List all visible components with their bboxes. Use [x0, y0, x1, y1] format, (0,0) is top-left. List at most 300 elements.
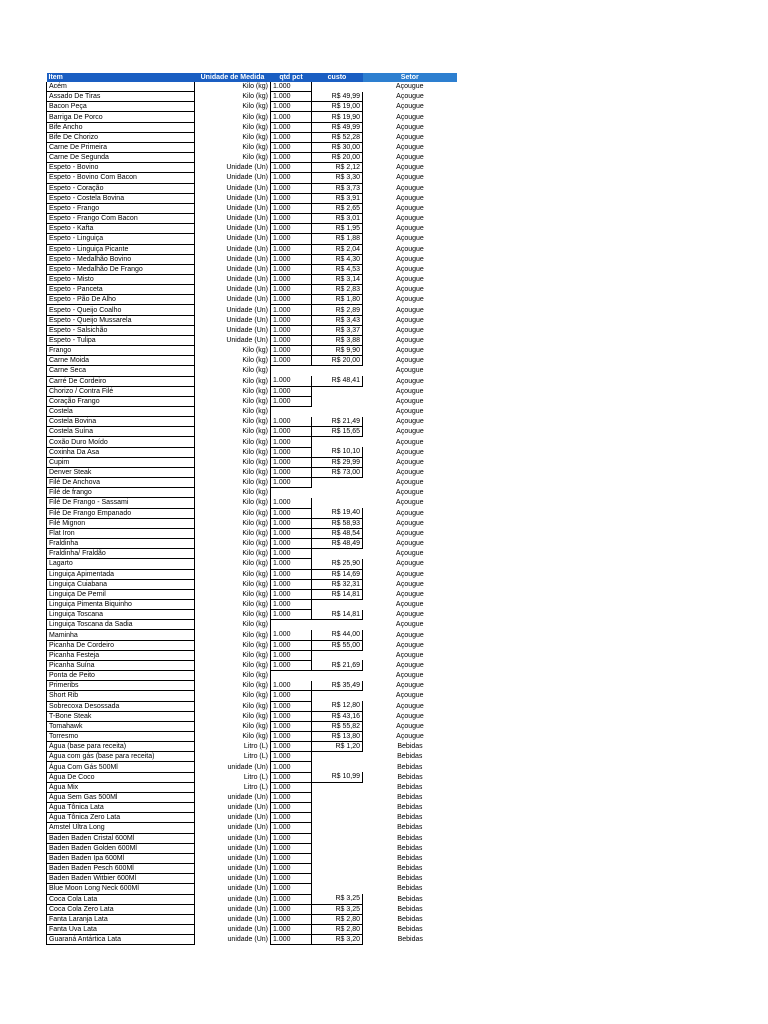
cell-setor[interactable]: Açougue	[396, 712, 424, 720]
cell-unidade[interactable]: Kilo (kg)	[242, 590, 268, 598]
cell-qtd[interactable]: 1.000	[271, 539, 312, 549]
cell-custo[interactable]: R$ 48,49	[312, 539, 363, 549]
cell-unidade[interactable]: unidade (Un)	[227, 824, 268, 832]
cell-setor[interactable]: Açougue	[396, 611, 424, 619]
cell-unidade[interactable]: unidade (Un)	[227, 865, 268, 873]
cell-qtd[interactable]: 1.000	[271, 122, 312, 132]
cell-unidade[interactable]: Kilo (kg)	[242, 692, 268, 700]
cell-qtd[interactable]: 1.000	[271, 234, 312, 244]
cell-item[interactable]: Espeto - Salsichão	[47, 325, 195, 335]
cell-unidade[interactable]: unidade (Un)	[227, 915, 268, 923]
cell-setor[interactable]: Açougue	[396, 245, 424, 253]
cell-item[interactable]: Tomahawk	[47, 721, 195, 731]
cell-qtd[interactable]: 1.000	[271, 691, 312, 701]
cell-setor[interactable]: Açougue	[396, 103, 424, 111]
cell-custo[interactable]	[312, 874, 363, 884]
header-setor[interactable]: Setor	[363, 73, 458, 82]
cell-setor[interactable]: Bebidas	[397, 824, 423, 832]
cell-qtd[interactable]: 1.000	[271, 498, 312, 508]
cell-unidade[interactable]: unidade (Un)	[227, 834, 268, 842]
cell-setor[interactable]: Açougue	[396, 306, 424, 314]
cell-setor[interactable]: Açougue	[396, 540, 424, 548]
cell-qtd[interactable]: 1.000	[271, 874, 312, 884]
cell-unidade[interactable]: Kilo (kg)	[242, 509, 268, 517]
cell-custo[interactable]: R$ 3,30	[312, 173, 363, 183]
cell-custo[interactable]: R$ 3,91	[312, 193, 363, 203]
cell-qtd[interactable]: 1.000	[271, 935, 312, 945]
cell-qtd[interactable]: 1.000	[271, 274, 312, 284]
cell-qtd[interactable]: 1.000	[271, 82, 312, 92]
cell-qtd[interactable]	[271, 671, 312, 681]
cell-item[interactable]: Sobrecoxa Desossada	[47, 701, 195, 711]
cell-item[interactable]: Frango	[47, 346, 195, 356]
cell-qtd[interactable]: 1.000	[271, 173, 312, 183]
cell-setor[interactable]: Açougue	[396, 448, 424, 456]
cell-custo[interactable]: R$ 29,99	[312, 457, 363, 467]
cell-unidade[interactable]: Kilo (kg)	[242, 438, 268, 446]
cell-unidade[interactable]: Kilo (kg)	[242, 418, 268, 426]
cell-setor[interactable]: Açougue	[396, 560, 424, 568]
cell-custo[interactable]: R$ 3,43	[312, 315, 363, 325]
cell-unidade[interactable]: Litro (L)	[243, 783, 268, 791]
cell-qtd[interactable]: 1.000	[271, 569, 312, 579]
cell-item[interactable]: Bife De Chorizo	[47, 132, 195, 142]
cell-item[interactable]: Espeto - Medalhão Bovino	[47, 254, 195, 264]
cell-custo[interactable]	[312, 650, 363, 660]
cell-setor[interactable]: Açougue	[396, 641, 424, 649]
cell-custo[interactable]: R$ 32,31	[312, 579, 363, 589]
cell-setor[interactable]: Bebidas	[397, 844, 423, 852]
cell-custo[interactable]: R$ 14,81	[312, 610, 363, 620]
cell-setor[interactable]: Bebidas	[397, 743, 423, 751]
cell-qtd[interactable]: 1.000	[271, 224, 312, 234]
cell-custo[interactable]: R$ 2,80	[312, 924, 363, 934]
cell-setor[interactable]: Açougue	[396, 529, 424, 537]
cell-item[interactable]: Linguiça Cuiabana	[47, 579, 195, 589]
cell-item[interactable]: Coração Frango	[47, 396, 195, 406]
cell-custo[interactable]: R$ 3,73	[312, 183, 363, 193]
cell-setor[interactable]: Bebidas	[397, 753, 423, 761]
cell-custo[interactable]: R$ 4,53	[312, 264, 363, 274]
cell-unidade[interactable]: Kilo (kg)	[242, 499, 268, 507]
cell-item[interactable]: Filé De Frango - Sassami	[47, 498, 195, 508]
cell-custo[interactable]: R$ 58,93	[312, 518, 363, 528]
cell-item[interactable]: Short Rib	[47, 691, 195, 701]
cell-unidade[interactable]: Litro (L)	[243, 753, 268, 761]
cell-custo[interactable]: R$ 73,00	[312, 467, 363, 477]
cell-setor[interactable]: Açougue	[396, 123, 424, 131]
cell-item[interactable]: Linguiça Toscana	[47, 610, 195, 620]
cell-custo[interactable]: R$ 35,49	[312, 681, 363, 691]
cell-qtd[interactable]: 1.000	[271, 823, 312, 833]
cell-setor[interactable]: Açougue	[396, 204, 424, 212]
cell-custo[interactable]: R$ 19,90	[312, 112, 363, 122]
cell-item[interactable]: Espeto - Linguiça	[47, 234, 195, 244]
cell-qtd[interactable]: 1.000	[271, 742, 312, 752]
cell-setor[interactable]: Bebidas	[397, 915, 423, 923]
cell-custo[interactable]: R$ 10,10	[312, 447, 363, 457]
cell-setor[interactable]: Açougue	[395, 499, 424, 507]
cell-custo[interactable]: R$ 44,00	[312, 630, 363, 640]
cell-unidade[interactable]: Unidade (Un)	[226, 215, 268, 223]
cell-custo[interactable]: R$ 49,99	[312, 122, 363, 132]
cell-unidade[interactable]: Kilo (kg)	[242, 580, 268, 588]
cell-item[interactable]: Baden Baden Golden 600Ml	[47, 843, 195, 853]
cell-unidade[interactable]: Unidade (Un)	[226, 204, 268, 212]
cell-custo[interactable]: R$ 12,80	[312, 701, 363, 711]
cell-item[interactable]: Guaraná Antártica Lata	[47, 935, 195, 945]
cell-setor[interactable]: Açougue	[396, 225, 424, 233]
cell-custo[interactable]	[312, 478, 363, 488]
cell-qtd[interactable]: 1.000	[271, 599, 312, 609]
cell-setor[interactable]: Açougue	[395, 692, 424, 700]
cell-item[interactable]: Amstel Ultra Long	[47, 823, 195, 833]
cell-custo[interactable]	[312, 620, 363, 630]
cell-custo[interactable]: R$ 20,00	[312, 356, 363, 366]
cell-unidade[interactable]: Kilo (kg)	[242, 397, 268, 405]
cell-setor[interactable]: Bebidas	[397, 936, 423, 944]
cell-unidade[interactable]: unidade (Un)	[227, 763, 268, 771]
cell-qtd[interactable]: 1.000	[271, 356, 312, 366]
cell-item[interactable]: Coxinha Da Asa	[47, 447, 195, 457]
cell-custo[interactable]: R$ 49,99	[312, 92, 363, 102]
cell-item[interactable]: Bacon Peça	[47, 102, 195, 112]
cell-unidade[interactable]: Unidade (Un)	[226, 174, 268, 182]
cell-qtd[interactable]: 1.000	[271, 701, 312, 711]
cell-setor[interactable]: Açougue	[396, 519, 424, 527]
cell-setor[interactable]: Açougue	[396, 590, 424, 598]
cell-qtd[interactable]: 1.000	[271, 914, 312, 924]
cell-item[interactable]: Costela Suína	[47, 427, 195, 437]
cell-custo[interactable]: R$ 55,82	[312, 721, 363, 731]
cell-qtd[interactable]: 1.000	[271, 203, 312, 213]
cell-item[interactable]: Água com gás (base para receita)	[47, 752, 195, 762]
cell-setor[interactable]: Açougue	[396, 469, 424, 477]
cell-custo[interactable]: R$ 3,25	[312, 904, 363, 914]
cell-unidade[interactable]: Kilo (kg)	[242, 611, 268, 619]
cell-qtd[interactable]: 1.000	[271, 559, 312, 569]
cell-item[interactable]: Carré De Cordeiro	[47, 376, 195, 386]
cell-qtd[interactable]: 1.000	[271, 153, 312, 163]
cell-unidade[interactable]: Unidade (Un)	[226, 276, 268, 284]
cell-unidade[interactable]: Unidade (Un)	[226, 326, 268, 334]
cell-item[interactable]: Filé De Frango Empanado	[47, 508, 195, 518]
cell-qtd[interactable]: 1.000	[271, 254, 312, 264]
cell-item[interactable]: Coca Cola Lata	[47, 894, 195, 904]
cell-setor[interactable]: Açougue	[395, 83, 424, 91]
cell-qtd[interactable]: 1.000	[271, 102, 312, 112]
cell-custo[interactable]	[312, 782, 363, 792]
header-qtd[interactable]: qtd pct	[271, 73, 312, 82]
cell-item[interactable]: Maminha	[47, 630, 195, 640]
cell-setor[interactable]: Açougue	[395, 550, 424, 558]
cell-setor[interactable]: Açougue	[395, 621, 424, 629]
cell-item[interactable]: Espeto - Pão De Alho	[47, 295, 195, 305]
cell-custo[interactable]: R$ 55,00	[312, 640, 363, 650]
cell-qtd[interactable]: 1.000	[271, 183, 312, 193]
cell-custo[interactable]: R$ 52,28	[312, 132, 363, 142]
cell-qtd[interactable]: 1.000	[271, 924, 312, 934]
cell-item[interactable]: Costela Bovina	[47, 417, 195, 427]
cell-setor[interactable]: Açougue	[396, 509, 424, 517]
cell-unidade[interactable]: Kilo (kg)	[242, 560, 268, 568]
cell-unidade[interactable]: Unidade (Un)	[226, 245, 268, 253]
cell-setor[interactable]: Açougue	[396, 113, 424, 121]
cell-setor[interactable]: Açougue	[396, 93, 424, 101]
cell-setor[interactable]: Açougue	[396, 255, 424, 263]
cell-setor[interactable]: Bebidas	[397, 763, 423, 771]
cell-unidade[interactable]: Kilo (kg)	[242, 154, 268, 162]
cell-item[interactable]: T-Bone Steak	[47, 711, 195, 721]
cell-custo[interactable]: R$ 3,01	[312, 214, 363, 224]
cell-custo[interactable]	[312, 864, 363, 874]
cell-unidade[interactable]: Unidade (Un)	[226, 336, 268, 344]
cell-qtd[interactable]: 1.000	[271, 813, 312, 823]
cell-qtd[interactable]: 1.000	[271, 508, 312, 518]
cell-setor[interactable]: Açougue	[396, 357, 424, 365]
cell-unidade[interactable]: Kilo (kg)	[242, 103, 268, 111]
cell-unidade[interactable]: Kilo (kg)	[242, 428, 268, 436]
cell-unidade[interactable]: Kilo (kg)	[242, 93, 268, 101]
cell-item[interactable]: Água (base para receita)	[47, 742, 195, 752]
cell-custo[interactable]: R$ 1,20	[312, 742, 363, 752]
cell-unidade[interactable]: Kilo (kg)	[242, 489, 268, 497]
cell-unidade[interactable]: Kilo (kg)	[242, 733, 268, 741]
cell-custo[interactable]: R$ 10,99	[312, 772, 363, 782]
cell-qtd[interactable]: 1.000	[271, 315, 312, 325]
cell-custo[interactable]: R$ 15,65	[312, 427, 363, 437]
cell-unidade[interactable]: Kilo (kg)	[242, 712, 268, 720]
cell-qtd[interactable]: 1.000	[271, 884, 312, 894]
cell-unidade[interactable]: Kilo (kg)	[242, 631, 268, 639]
cell-custo[interactable]	[312, 843, 363, 853]
cell-custo[interactable]: R$ 20,00	[312, 153, 363, 163]
cell-qtd[interactable]: 1.000	[271, 711, 312, 721]
cell-setor[interactable]: Açougue	[396, 144, 424, 152]
cell-item[interactable]: Espeto - Tulipa	[47, 335, 195, 345]
cell-item[interactable]: Carne De Segunda	[47, 153, 195, 163]
cell-custo[interactable]	[312, 762, 363, 772]
cell-unidade[interactable]: Kilo (kg)	[242, 377, 268, 385]
cell-custo[interactable]: R$ 19,40	[312, 508, 363, 518]
cell-setor[interactable]: Açougue	[396, 164, 424, 172]
cell-qtd[interactable]: 1.000	[271, 782, 312, 792]
cell-unidade[interactable]: Kilo (kg)	[242, 529, 268, 537]
cell-qtd[interactable]: 1.000	[271, 864, 312, 874]
cell-custo[interactable]: R$ 2,83	[312, 285, 363, 295]
cell-custo[interactable]: R$ 43,16	[312, 711, 363, 721]
header-custo[interactable]: custo	[312, 73, 363, 82]
cell-custo[interactable]: R$ 3,14	[312, 274, 363, 284]
cell-unidade[interactable]: Unidade (Un)	[226, 255, 268, 263]
cell-item[interactable]: Baden Baden Witbier 600Ml	[47, 874, 195, 884]
cell-qtd[interactable]: 1.000	[271, 92, 312, 102]
cell-unidade[interactable]: Unidade (Un)	[226, 184, 268, 192]
cell-setor[interactable]: Açougue	[396, 133, 424, 141]
cell-unidade[interactable]: Kilo (kg)	[242, 601, 268, 609]
cell-qtd[interactable]: 1.000	[271, 214, 312, 224]
cell-custo[interactable]: R$ 3,25	[312, 894, 363, 904]
cell-item[interactable]: Carne Seca	[47, 366, 195, 376]
cell-custo[interactable]	[312, 549, 363, 559]
cell-qtd[interactable]: 1.000	[271, 792, 312, 802]
cell-custo[interactable]	[312, 386, 363, 396]
cell-setor[interactable]: Bebidas	[397, 895, 423, 903]
cell-custo[interactable]	[312, 599, 363, 609]
cell-setor[interactable]: Bebidas	[397, 854, 423, 862]
cell-setor[interactable]: Açougue	[396, 276, 424, 284]
cell-item[interactable]: Barriga De Porco	[47, 112, 195, 122]
cell-setor[interactable]: Açougue	[395, 408, 424, 416]
cell-setor[interactable]: Açougue	[396, 174, 424, 182]
cell-unidade[interactable]: Kilo (kg)	[242, 672, 268, 680]
cell-qtd[interactable]	[271, 366, 312, 376]
cell-item[interactable]: Chorizo / Contra Filé	[47, 386, 195, 396]
cell-custo[interactable]: R$ 3,20	[312, 935, 363, 945]
cell-qtd[interactable]: 1.000	[271, 335, 312, 345]
cell-item[interactable]: Espeto - Misto	[47, 274, 195, 284]
cell-item[interactable]: Espeto - Panceta	[47, 285, 195, 295]
cell-unidade[interactable]: unidade (Un)	[227, 885, 268, 893]
cell-custo[interactable]	[312, 752, 363, 762]
cell-unidade[interactable]: Kilo (kg)	[242, 357, 268, 365]
cell-qtd[interactable]: 1.000	[271, 732, 312, 742]
cell-setor[interactable]: Açougue	[396, 235, 424, 243]
cell-qtd[interactable]	[271, 407, 312, 417]
cell-item[interactable]: Linguiça Pimenta Biquinho	[47, 599, 195, 609]
cell-item[interactable]: Espeto - Queijo Mussarela	[47, 315, 195, 325]
cell-setor[interactable]: Açougue	[396, 458, 424, 466]
cell-unidade[interactable]: Kilo (kg)	[242, 133, 268, 141]
cell-item[interactable]: Primeribs	[47, 681, 195, 691]
header-unidade[interactable]: Unidade de Medida	[195, 73, 271, 82]
cell-setor[interactable]: Açougue	[396, 428, 424, 436]
cell-setor[interactable]: Açougue	[396, 154, 424, 162]
cell-custo[interactable]	[312, 366, 363, 376]
cell-custo[interactable]	[312, 803, 363, 813]
cell-item[interactable]: Água Sem Gas 500Ml	[47, 792, 195, 802]
cell-unidade[interactable]: Kilo (kg)	[242, 347, 268, 355]
cell-item[interactable]: Espeto - Bovino Com Bacon	[47, 173, 195, 183]
cell-setor[interactable]: Açougue	[396, 733, 424, 741]
cell-setor[interactable]: Açougue	[396, 570, 424, 578]
cell-setor[interactable]: Bebidas	[397, 885, 423, 893]
cell-item[interactable]: Baden Baden Cristal 600Ml	[47, 833, 195, 843]
cell-qtd[interactable]: 1.000	[271, 681, 312, 691]
cell-unidade[interactable]: Kilo (kg)	[242, 83, 268, 91]
cell-qtd[interactable]: 1.000	[271, 417, 312, 427]
cell-setor[interactable]: Açougue	[396, 184, 424, 192]
cell-setor[interactable]: Açougue	[396, 722, 424, 730]
cell-setor[interactable]: Açougue	[395, 489, 424, 497]
cell-custo[interactable]: R$ 19,00	[312, 102, 363, 112]
cell-setor[interactable]: Açougue	[396, 377, 424, 385]
cell-custo[interactable]: R$ 21,49	[312, 417, 363, 427]
cell-custo[interactable]	[312, 691, 363, 701]
cell-qtd[interactable]: 1.000	[271, 772, 312, 782]
cell-custo[interactable]: R$ 2,12	[312, 163, 363, 173]
cell-item[interactable]: Água Com Gás 500Ml	[47, 762, 195, 772]
cell-qtd[interactable]: 1.000	[271, 285, 312, 295]
cell-qtd[interactable]: 1.000	[271, 264, 312, 274]
cell-unidade[interactable]: Kilo (kg)	[242, 469, 268, 477]
cell-item[interactable]: Água Tônica Zero Lata	[47, 813, 195, 823]
cell-custo[interactable]: R$ 1,80	[312, 295, 363, 305]
cell-item[interactable]: Blue Moon Long Neck 600Ml	[47, 884, 195, 894]
cell-unidade[interactable]: Kilo (kg)	[242, 113, 268, 121]
cell-setor[interactable]: Açougue	[395, 651, 424, 659]
cell-custo[interactable]: R$ 3,88	[312, 335, 363, 345]
cell-qtd[interactable]: 1.000	[271, 467, 312, 477]
cell-unidade[interactable]: Litro (L)	[243, 743, 268, 751]
cell-setor[interactable]: Bebidas	[397, 905, 423, 913]
cell-item[interactable]: Espeto - Coração	[47, 183, 195, 193]
cell-custo[interactable]	[312, 833, 363, 843]
cell-unidade[interactable]: Kilo (kg)	[242, 448, 268, 456]
cell-item[interactable]: Espeto - Medalhão De Frango	[47, 264, 195, 274]
cell-setor[interactable]: Açougue	[395, 397, 424, 405]
cell-custo[interactable]	[312, 813, 363, 823]
cell-qtd[interactable]: 1.000	[271, 478, 312, 488]
cell-item[interactable]: Ponta de Peito	[47, 671, 195, 681]
cell-qtd[interactable]: 1.000	[271, 650, 312, 660]
cell-qtd[interactable]: 1.000	[271, 376, 312, 386]
cell-item[interactable]: Água Tônica Lata	[47, 803, 195, 813]
cell-setor[interactable]: Açougue	[396, 316, 424, 324]
cell-setor[interactable]: Açougue	[396, 296, 424, 304]
cell-setor[interactable]: Açougue	[396, 682, 424, 690]
cell-item[interactable]: Baden Baden Ipa 600Ml	[47, 853, 195, 863]
cell-item[interactable]: Acém	[47, 82, 195, 92]
cell-custo[interactable]: R$ 14,69	[312, 569, 363, 579]
cell-item[interactable]: Cupim	[47, 457, 195, 467]
cell-custo[interactable]: R$ 2,65	[312, 203, 363, 213]
cell-setor[interactable]: Açougue	[396, 580, 424, 588]
cell-custo[interactable]	[312, 488, 363, 498]
cell-custo[interactable]	[312, 671, 363, 681]
cell-qtd[interactable]: 1.000	[271, 843, 312, 853]
cell-item[interactable]: Flat Iron	[47, 528, 195, 538]
cell-custo[interactable]	[312, 396, 363, 406]
cell-unidade[interactable]: Kilo (kg)	[242, 550, 268, 558]
cell-custo[interactable]: R$ 4,30	[312, 254, 363, 264]
cell-item[interactable]: Linguiça Apimentada	[47, 569, 195, 579]
cell-qtd[interactable]: 1.000	[271, 447, 312, 457]
cell-qtd[interactable]: 1.000	[271, 132, 312, 142]
cell-item[interactable]: Espeto - Queijo Coalho	[47, 305, 195, 315]
cell-unidade[interactable]: unidade (Un)	[227, 804, 268, 812]
cell-setor[interactable]: Açougue	[396, 215, 424, 223]
cell-qtd[interactable]: 1.000	[271, 904, 312, 914]
cell-item[interactable]: Espeto - Kafta	[47, 224, 195, 234]
cell-setor[interactable]: Açougue	[395, 672, 424, 680]
cell-item[interactable]: Lagarto	[47, 559, 195, 569]
cell-unidade[interactable]: unidade (Un)	[227, 905, 268, 913]
cell-qtd[interactable]: 1.000	[271, 853, 312, 863]
cell-item[interactable]: Fraldinha	[47, 539, 195, 549]
cell-item[interactable]: Assado De Tiras	[47, 92, 195, 102]
cell-unidade[interactable]: Kilo (kg)	[242, 540, 268, 548]
cell-setor[interactable]: Açougue	[396, 631, 424, 639]
cell-setor[interactable]: Açougue	[396, 418, 424, 426]
cell-setor[interactable]: Bebidas	[397, 834, 423, 842]
cell-qtd[interactable]: 1.000	[271, 112, 312, 122]
cell-item[interactable]: Fanta Uva Lata	[47, 924, 195, 934]
cell-item[interactable]: Carne Moida	[47, 356, 195, 366]
cell-qtd[interactable]: 1.000	[271, 762, 312, 772]
cell-item[interactable]: Baden Baden Pesch 600Ml	[47, 864, 195, 874]
cell-item[interactable]: Filé de frango	[47, 488, 195, 498]
